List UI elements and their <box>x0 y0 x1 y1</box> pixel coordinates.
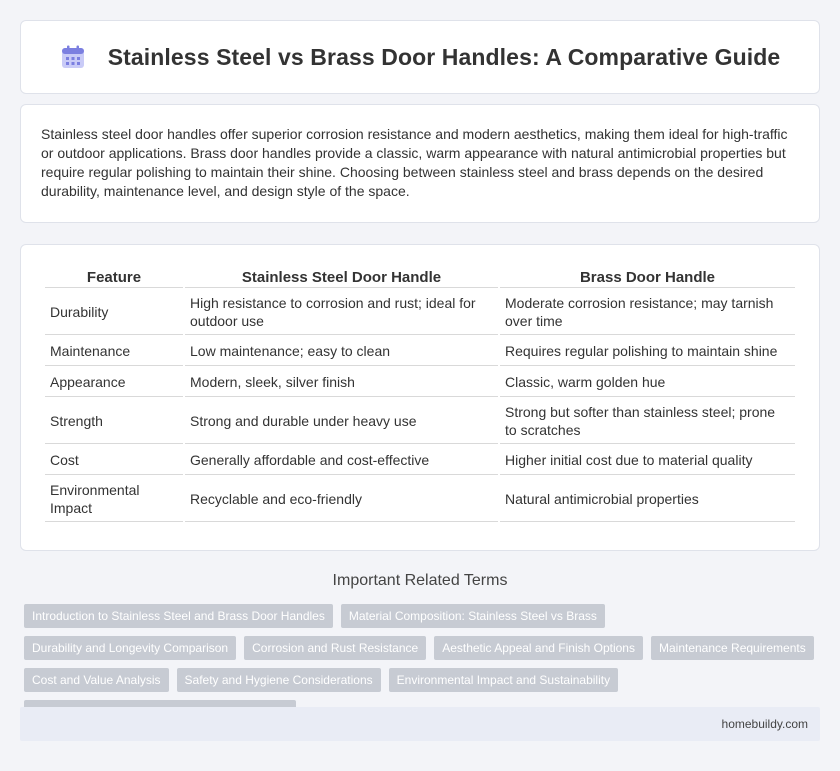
related-term-tag[interactable]: Cost and Value Analysis <box>24 668 169 692</box>
calendar-icon <box>60 44 86 70</box>
related-term-tag[interactable]: Safety and Hygiene Considerations <box>177 668 381 692</box>
table-row <box>45 368 795 397</box>
table-row <box>45 290 795 335</box>
footer <box>20 707 820 741</box>
title-card <box>20 20 820 94</box>
table-cell: High resistance to corrosion and rust; ideal for outdoor use <box>185 290 498 335</box>
table-cell: Maintenance <box>45 337 183 366</box>
header-feature: Feature <box>45 267 183 288</box>
table-cell: Modern, sleek, silver finish <box>185 368 498 397</box>
table-cell: Generally affordable and cost-effective <box>185 446 498 475</box>
related-terms-list <box>24 604 820 724</box>
table-cell: Durability <box>45 290 183 335</box>
header-stainless: Stainless Steel Door Handle <box>185 267 498 288</box>
page-title: Stainless Steel vs Brass Door Handles: A Comparative Guide <box>107 43 781 70</box>
intro-card <box>20 104 820 223</box>
table-cell: Cost <box>45 446 183 475</box>
table-cell: Moderate corrosion resistance; may tarnish over time <box>500 290 795 335</box>
related-term-tag[interactable]: Material Composition: Stainless Steel vs Brass <box>341 604 605 628</box>
related-term-tag[interactable]: Durability and Longevity Comparison <box>24 636 236 660</box>
comparison-table-card <box>20 244 820 551</box>
related-term-tag[interactable]: Maintenance Requirements <box>651 636 814 660</box>
table-cell: Recyclable and eco-friendly <box>185 477 498 522</box>
related-term-tag[interactable]: Corrosion and Rust Resistance <box>244 636 426 660</box>
table-cell: Environmental Impact <box>45 477 183 522</box>
table-cell: Strength <box>45 399 183 444</box>
related-term-tag[interactable]: Introduction to Stainless Steel and Brass Door Handles <box>24 604 333 628</box>
related-terms-title: Important Related Terms <box>332 572 508 589</box>
table-cell: Higher initial cost due to material quality <box>500 446 795 475</box>
table-cell: Appearance <box>45 368 183 397</box>
table-cell: Strong but softer than stainless steel; prone to scratches <box>500 399 795 444</box>
table-row <box>45 446 795 475</box>
comparison-table <box>43 265 797 524</box>
table-cell: Classic, warm golden hue <box>500 368 795 397</box>
header-brass: Brass Door Handle <box>500 267 795 288</box>
table-row <box>45 399 795 444</box>
table-cell: Strong and durable under heavy use <box>185 399 498 444</box>
table-row <box>45 477 795 522</box>
related-term-tag[interactable]: Environmental Impact and Sustainability <box>389 668 618 692</box>
table-cell: Low maintenance; easy to clean <box>185 337 498 366</box>
related-term-tag[interactable]: Aesthetic Appeal and Finish Options <box>434 636 643 660</box>
table-header-row <box>45 267 795 288</box>
intro-text: Stainless steel door handles offer superior corrosion resistance and modern aesthetics, making them ideal for high-traffic or outdoor applications. Brass door handles provide a classic, warm appearance with natural antimicrobial properties but require regular polishing to maintain their shine. Choosing between stainless steel and brass depends on the desired durability, maintenance level, and design style of the space. <box>41 126 788 199</box>
footer-site[interactable]: homebuildy.com <box>721 717 808 731</box>
table-cell: Requires regular polishing to maintain shine <box>500 337 795 366</box>
table-cell: Natural antimicrobial properties <box>500 477 795 522</box>
table-row <box>45 337 795 366</box>
